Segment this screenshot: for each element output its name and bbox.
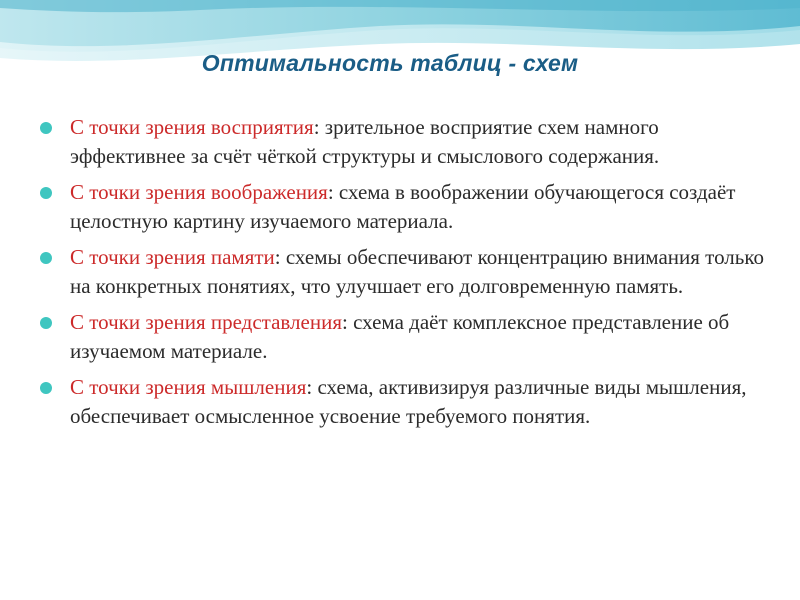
bullet-dot-icon: [40, 252, 52, 264]
bullet-dot-icon: [40, 382, 52, 394]
list-item: [36, 243, 766, 301]
slide-title: Оптимальность таблиц - схем: [201, 50, 579, 76]
bullet-dot-icon: [40, 317, 52, 329]
item-keyword: С точки зрения представления: [70, 310, 342, 334]
list-item: [36, 178, 766, 236]
item-keyword: С точки зрения воображения: [70, 180, 328, 204]
list-item: [36, 113, 766, 171]
item-text: : зрительное восприятие схем намного эффективнее за счёт чёткой структуры и смыслового содержания.: [70, 115, 660, 168]
item-text: : схемы обеспечивают концентрацию внимания только на конкретных понятиях, что улучшает его долговременную память.: [70, 245, 764, 298]
bullet-list: [36, 113, 766, 438]
item-text: : схема, активизируя различные виды мышления, обеспечивает осмысленное усвоение требуемого понятия.: [70, 375, 747, 428]
item-keyword: С точки зрения памяти: [70, 245, 275, 269]
list-item: [36, 308, 766, 366]
bullet-dot-icon: [40, 122, 52, 134]
item-text: : схема в воображении обучающегося создаёт целостную картину изучаемого материала.: [70, 180, 736, 233]
item-keyword: С точки зрения мышления: [70, 375, 307, 399]
bullet-dot-icon: [40, 187, 52, 199]
item-text: : схема даёт комплексное представление об изучаемом материале.: [70, 310, 730, 363]
item-keyword: С точки зрения восприятия: [70, 115, 314, 139]
list-item: [36, 373, 766, 431]
